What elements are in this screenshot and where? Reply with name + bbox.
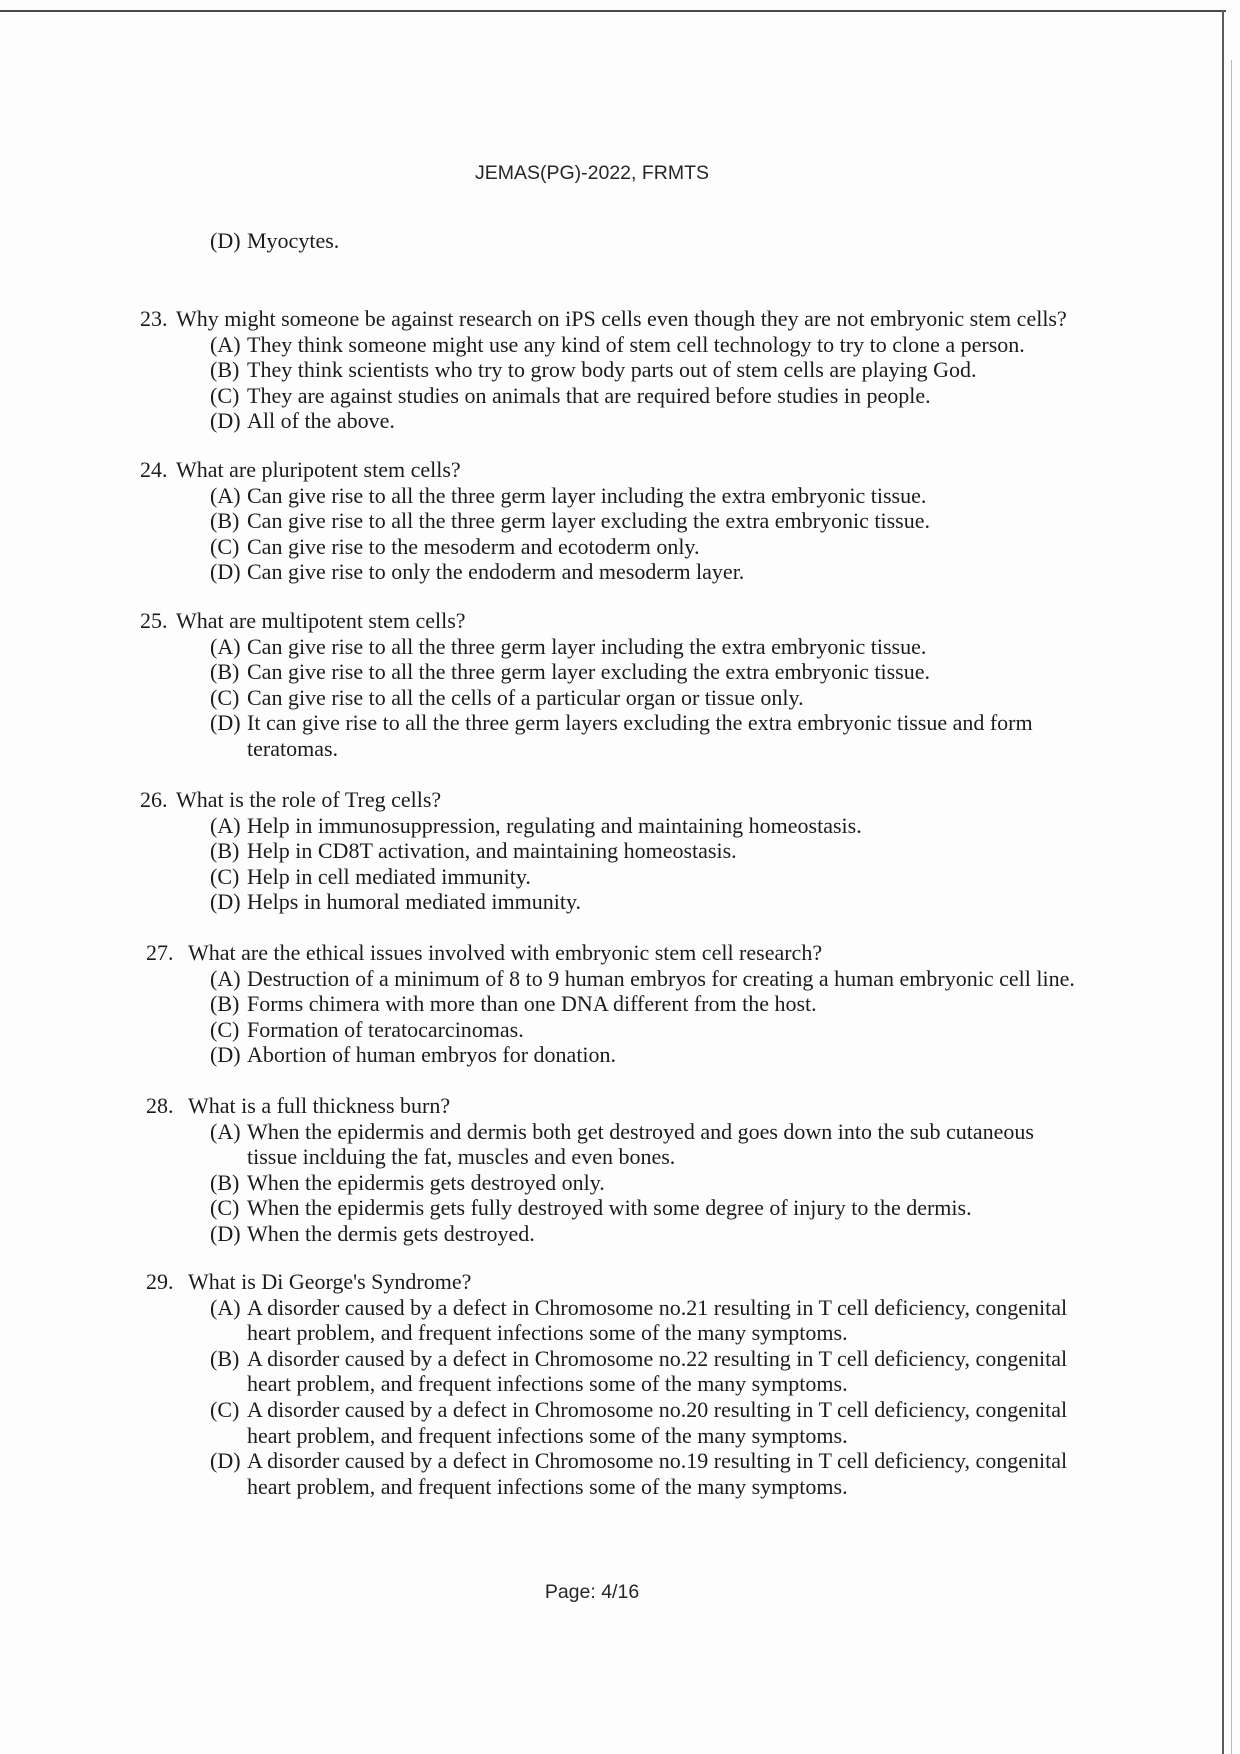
- option-d: [210, 559, 930, 585]
- option-text: Abortion of human embryos for donation.: [247, 1042, 617, 1068]
- option-b: [210, 1170, 1034, 1196]
- option-label: (A): [210, 965, 241, 991]
- option-label: (D): [210, 408, 241, 434]
- option-label: (C): [210, 382, 240, 408]
- option-label: (A): [210, 1294, 241, 1320]
- option-c: [210, 864, 862, 890]
- option-a: [210, 966, 1075, 992]
- option-text: Myocytes.: [247, 228, 340, 253]
- option-text: When the epidermis gets fully destroyed with some degree of injury to the dermis.: [247, 1195, 972, 1221]
- option-b: [210, 1346, 1067, 1397]
- option-label: (D): [210, 559, 241, 585]
- option-text: Forms chimera with more than one DNA different from the host.: [247, 991, 817, 1017]
- question-number: 23.: [140, 306, 168, 331]
- option-label: (C): [210, 863, 240, 889]
- option-d: [210, 1221, 1034, 1247]
- page-number: Page: 4/16: [544, 1581, 640, 1603]
- option-text: All of the above.: [247, 408, 395, 434]
- option-text: Help in cell mediated immunity.: [247, 863, 531, 889]
- question-text: What are multipotent stem cells?: [176, 608, 466, 633]
- option-d: [210, 889, 862, 915]
- option-text: When the dermis gets destroyed.: [247, 1220, 535, 1246]
- question-text: What are the ethical issues involved with embryonic stem cell research?: [188, 940, 823, 965]
- option-b: [210, 838, 862, 864]
- scan-border-right: [1222, 10, 1224, 1754]
- question-text: What is the role of Treg cells?: [176, 787, 442, 812]
- question-25: [140, 608, 1033, 762]
- question-number: 24.: [140, 457, 168, 482]
- option-d: [210, 1448, 1067, 1499]
- option-text: A disorder caused by a defect in Chromosome no.19 resulting in T cell deficiency, congenital heart problem, and frequent infections some of the many symptoms.: [247, 1448, 1068, 1499]
- question-24: [140, 457, 930, 585]
- option-label: (A): [210, 812, 241, 838]
- option-label: (D): [210, 1042, 241, 1068]
- option-c: [210, 1397, 1067, 1448]
- option-a: [210, 332, 1067, 358]
- option-label: (A): [210, 1118, 241, 1144]
- page-header: JEMAS(PG)-2022, FRMTS: [474, 162, 710, 184]
- option-text: Can give rise to all the three germ layer including the extra embryonic tissue.: [247, 482, 927, 508]
- option-label: (A): [210, 633, 241, 659]
- option-text: Can give rise to the mesoderm and ecotoderm only.: [247, 533, 700, 559]
- option-text: A disorder caused by a defect in Chromosome no.21 resulting in T cell deficiency, congenital heart problem, and frequent infections some of the many symptoms.: [247, 1294, 1068, 1346]
- option-label: (C): [210, 533, 240, 559]
- option-label: (B): [210, 1169, 240, 1195]
- question-stem: [146, 1093, 1034, 1119]
- option-b: [210, 508, 930, 534]
- option-label: (B): [210, 357, 240, 383]
- question-29: [146, 1269, 1067, 1499]
- option-label: (D): [210, 228, 241, 253]
- option-label: (B): [210, 659, 240, 685]
- question-number: 29.: [146, 1269, 174, 1294]
- question-text: What is Di George's Syndrome?: [188, 1269, 472, 1294]
- option-label: (B): [210, 508, 240, 534]
- question-stem: [146, 1269, 1067, 1295]
- option-label: (D): [210, 889, 241, 915]
- option-a: [210, 483, 930, 509]
- option-label: (D): [210, 1448, 241, 1474]
- question-28: [146, 1093, 1034, 1247]
- question-26: [140, 787, 862, 915]
- option-label: (C): [210, 1396, 240, 1422]
- question-stem: [140, 457, 930, 483]
- option-text: Can give rise to all the three germ layer excluding the extra embryonic tissue.: [247, 508, 930, 534]
- option-text: When the epidermis and dermis both get destroyed and goes down into the sub cutaneous tissue inclduing the fat, muscles and even bones.: [247, 1118, 1034, 1170]
- option-text: When the epidermis gets destroyed only.: [247, 1169, 605, 1195]
- question-stem: [140, 306, 1067, 332]
- option-label: (A): [210, 331, 241, 357]
- option-label: (B): [210, 1345, 240, 1371]
- question-27: [146, 940, 1075, 1068]
- option-text: Formation of teratocarcinomas.: [247, 1016, 524, 1042]
- carryover-option: [210, 228, 339, 254]
- option-a: [210, 634, 1033, 660]
- option-text: Can give rise to all the three germ layer excluding the extra embryonic tissue.: [247, 659, 930, 685]
- option-label: (B): [210, 991, 240, 1017]
- option-c: [210, 1195, 1034, 1221]
- question-23: [140, 306, 1067, 434]
- question-number: 28.: [146, 1093, 174, 1118]
- option-c: [210, 1017, 1075, 1043]
- option-b: [210, 357, 1067, 383]
- question-number: 27.: [146, 940, 174, 965]
- option-c: [210, 383, 1067, 409]
- question-stem: [146, 940, 1075, 966]
- option-text: Can give rise to all the three germ layer including the extra embryonic tissue.: [247, 633, 927, 659]
- option-label: (C): [210, 1016, 240, 1042]
- option-a: [210, 813, 862, 839]
- option-text: Destruction of a minimum of 8 to 9 human embryos for creating a human embryonic cell line.: [247, 965, 1075, 991]
- option-d: [210, 1042, 1075, 1068]
- option-c: [210, 685, 1033, 711]
- option-text: They think scientists who try to grow body parts out of stem cells are playing God.: [247, 357, 977, 383]
- question-stem: [140, 608, 1033, 634]
- question-text: What is a full thickness burn?: [188, 1093, 451, 1118]
- option-b: [210, 659, 1033, 685]
- question-number: 26.: [140, 787, 168, 812]
- option-label: (D): [210, 710, 241, 736]
- option-text: Can give rise to all the cells of a particular organ or tissue only.: [247, 684, 804, 710]
- option-text: Can give rise to only the endoderm and mesoderm layer.: [247, 559, 745, 585]
- option-b: [210, 991, 1075, 1017]
- option-text: They are against studies on animals that are required before studies in people.: [247, 382, 931, 408]
- question-number: 25.: [140, 608, 168, 633]
- option-text: A disorder caused by a defect in Chromosome no.20 resulting in T cell deficiency, congenital heart problem, and frequent infections some of the many symptoms.: [247, 1396, 1068, 1448]
- option-d: [210, 408, 1067, 434]
- scan-border-right-faint: [1231, 60, 1232, 1754]
- option-label: (A): [210, 482, 241, 508]
- option-text: Help in immunosuppression, regulating and maintaining homeostasis.: [247, 812, 862, 838]
- question-text: Why might someone be against research on iPS cells even though they are not embryonic stem cells?: [176, 306, 1067, 331]
- option-d: [210, 710, 1033, 761]
- option-text: A disorder caused by a defect in Chromosome no.22 resulting in T cell deficiency, congenital heart problem, and frequent infections some of the many symptoms.: [247, 1345, 1068, 1397]
- option-text: It can give rise to all the three germ layers excluding the extra embryonic tissue and form teratomas.: [247, 710, 1033, 761]
- option-a: [210, 1295, 1067, 1346]
- option-label: (C): [210, 684, 240, 710]
- option-c: [210, 534, 930, 560]
- option-text: They think someone might use any kind of stem cell technology to try to clone a person.: [247, 331, 1025, 357]
- option-label: (D): [210, 1220, 241, 1246]
- option-a: [210, 1119, 1034, 1170]
- question-text: What are pluripotent stem cells?: [176, 457, 461, 482]
- option-label: (B): [210, 838, 240, 864]
- option-label: (C): [210, 1195, 240, 1221]
- option-text: Help in CD8T activation, and maintaining homeostasis.: [247, 838, 737, 864]
- scan-border-top: [0, 10, 1226, 12]
- option-text: Helps in humoral mediated immunity.: [247, 889, 582, 915]
- question-stem: [140, 787, 862, 813]
